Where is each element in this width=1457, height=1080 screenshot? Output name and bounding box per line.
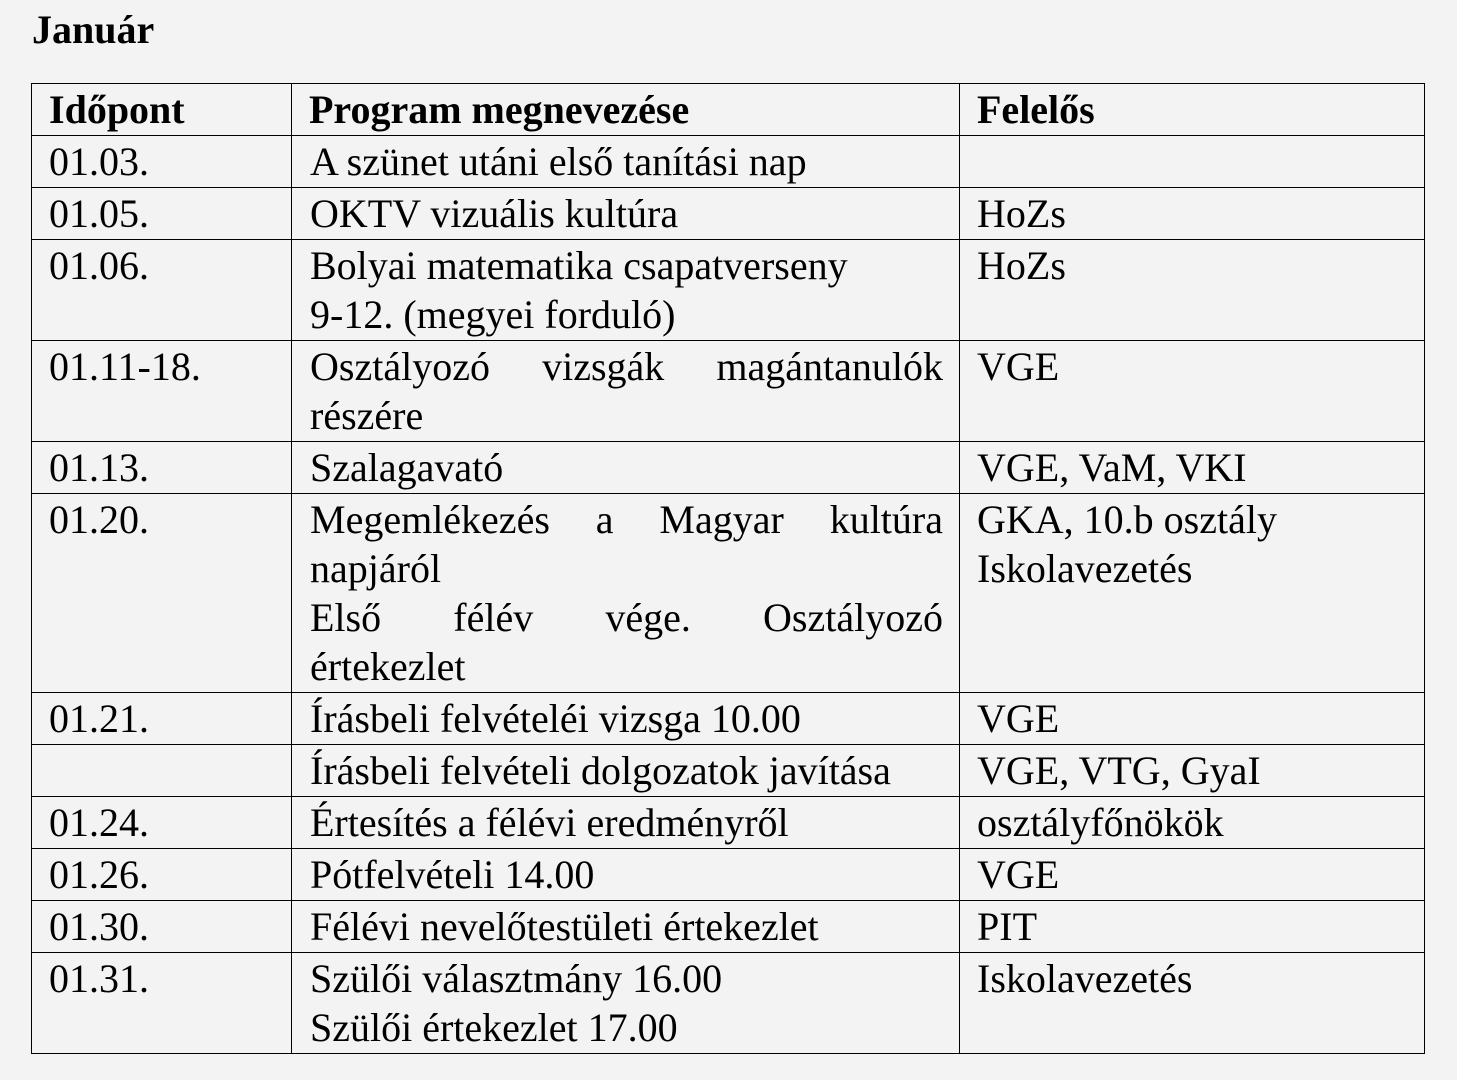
cell-date: 01.13. (32, 442, 292, 494)
cell-responsible (960, 136, 1425, 188)
cell-program (292, 188, 960, 240)
cell-date: 01.30. (32, 901, 292, 953)
cell-date: 01.24. (32, 797, 292, 849)
cell-responsible (960, 745, 1425, 797)
table-row (32, 745, 1425, 797)
cell-program (292, 797, 960, 849)
cell-date: 01.20. (32, 494, 292, 693)
responsible-line: HoZs (977, 191, 1066, 236)
cell-program (292, 953, 960, 1054)
program-line: Szülői választmány 16.00 (310, 956, 723, 1001)
program-line: 9-12. (megyei forduló) (310, 292, 676, 337)
program-line: Szülői értekezlet 17.00 (310, 1005, 678, 1050)
program-line: A szünet utáni első tanítási nap (310, 139, 807, 184)
cell-responsible (960, 442, 1425, 494)
responsible-line: HoZs (977, 243, 1066, 288)
table-row (32, 240, 1425, 341)
table-row (32, 341, 1425, 442)
responsible-line: VGE (977, 696, 1060, 741)
cell-date: 01.31. (32, 953, 292, 1054)
program-line: Szalagavató (310, 445, 504, 490)
cell-program (292, 442, 960, 494)
cell-program (292, 240, 960, 341)
cell-date: 01.06. (32, 240, 292, 341)
responsible-line: Iskolavezetés (977, 956, 1193, 1001)
header-date: Időpont (32, 84, 292, 136)
cell-program (292, 494, 960, 693)
responsible-line: VGE, VTG, GyaI (977, 748, 1261, 793)
responsible-line: VGE (977, 852, 1060, 897)
cell-responsible (960, 953, 1425, 1054)
responsible-line: osztályfőnökök (977, 800, 1224, 845)
table-row (32, 136, 1425, 188)
table-row (32, 494, 1425, 693)
date-line (49, 746, 275, 795)
header-responsible: Felelős (960, 84, 1425, 136)
table-row (32, 442, 1425, 494)
program-line: részére (310, 393, 424, 438)
cell-program (292, 693, 960, 745)
cell-date: 01.03. (32, 136, 292, 188)
program-line: OKTV vizuális kultúra (310, 191, 679, 236)
responsible-line: GKA, 10.b osztály (977, 497, 1277, 542)
table-header-row (32, 84, 1425, 136)
program-line: értekezlet (310, 644, 466, 689)
cell-date: 01.11-18. (32, 341, 292, 442)
program-line: Írásbeli felvételéi vizsga 10.00 (310, 696, 801, 741)
cell-responsible (960, 240, 1425, 341)
cell-responsible (960, 693, 1425, 745)
program-line: Írásbeli felvételi dolgozatok javítása (310, 748, 891, 793)
responsible-line: Iskolavezetés (977, 546, 1193, 591)
cell-program (292, 745, 960, 797)
table-row (32, 953, 1425, 1054)
table-row (32, 188, 1425, 240)
table-row (32, 797, 1425, 849)
table-row (32, 849, 1425, 901)
program-line: Bolyai matematika csapatverseny (310, 243, 848, 288)
program-line: napjáról (310, 546, 442, 591)
page-title: Január (32, 7, 155, 52)
cell-date: 01.05. (32, 188, 292, 240)
cell-date: 01.21. (32, 693, 292, 745)
program-line: Megemlékezés a Magyar kultúra (310, 497, 943, 542)
cell-responsible (960, 797, 1425, 849)
cell-program (292, 341, 960, 442)
cell-responsible (960, 849, 1425, 901)
program-line: Pótfelvételi 14.00 (310, 852, 595, 897)
cell-date: 01.26. (32, 849, 292, 901)
table-row (32, 901, 1425, 953)
responsible-line (977, 137, 1408, 186)
responsible-line: VGE, VaM, VKI (977, 445, 1247, 490)
program-line: Félévi nevelőtestületi értekezlet (310, 904, 819, 949)
header-program: Program megnevezése (292, 84, 960, 136)
table-row (32, 693, 1425, 745)
cell-responsible (960, 188, 1425, 240)
cell-date (32, 745, 292, 797)
schedule-table (31, 83, 1425, 1054)
program-line: Osztályozó vizsgák magántanulók (310, 344, 943, 389)
responsible-line: VGE (977, 344, 1060, 389)
cell-responsible (960, 341, 1425, 442)
cell-program (292, 901, 960, 953)
cell-program (292, 849, 960, 901)
cell-program (292, 136, 960, 188)
program-line: Értesítés a félévi eredményről (310, 800, 789, 845)
cell-responsible (960, 901, 1425, 953)
program-line: Első félév vége. Osztályozó (310, 595, 943, 640)
responsible-line: PIT (977, 904, 1037, 949)
cell-responsible (960, 494, 1425, 693)
